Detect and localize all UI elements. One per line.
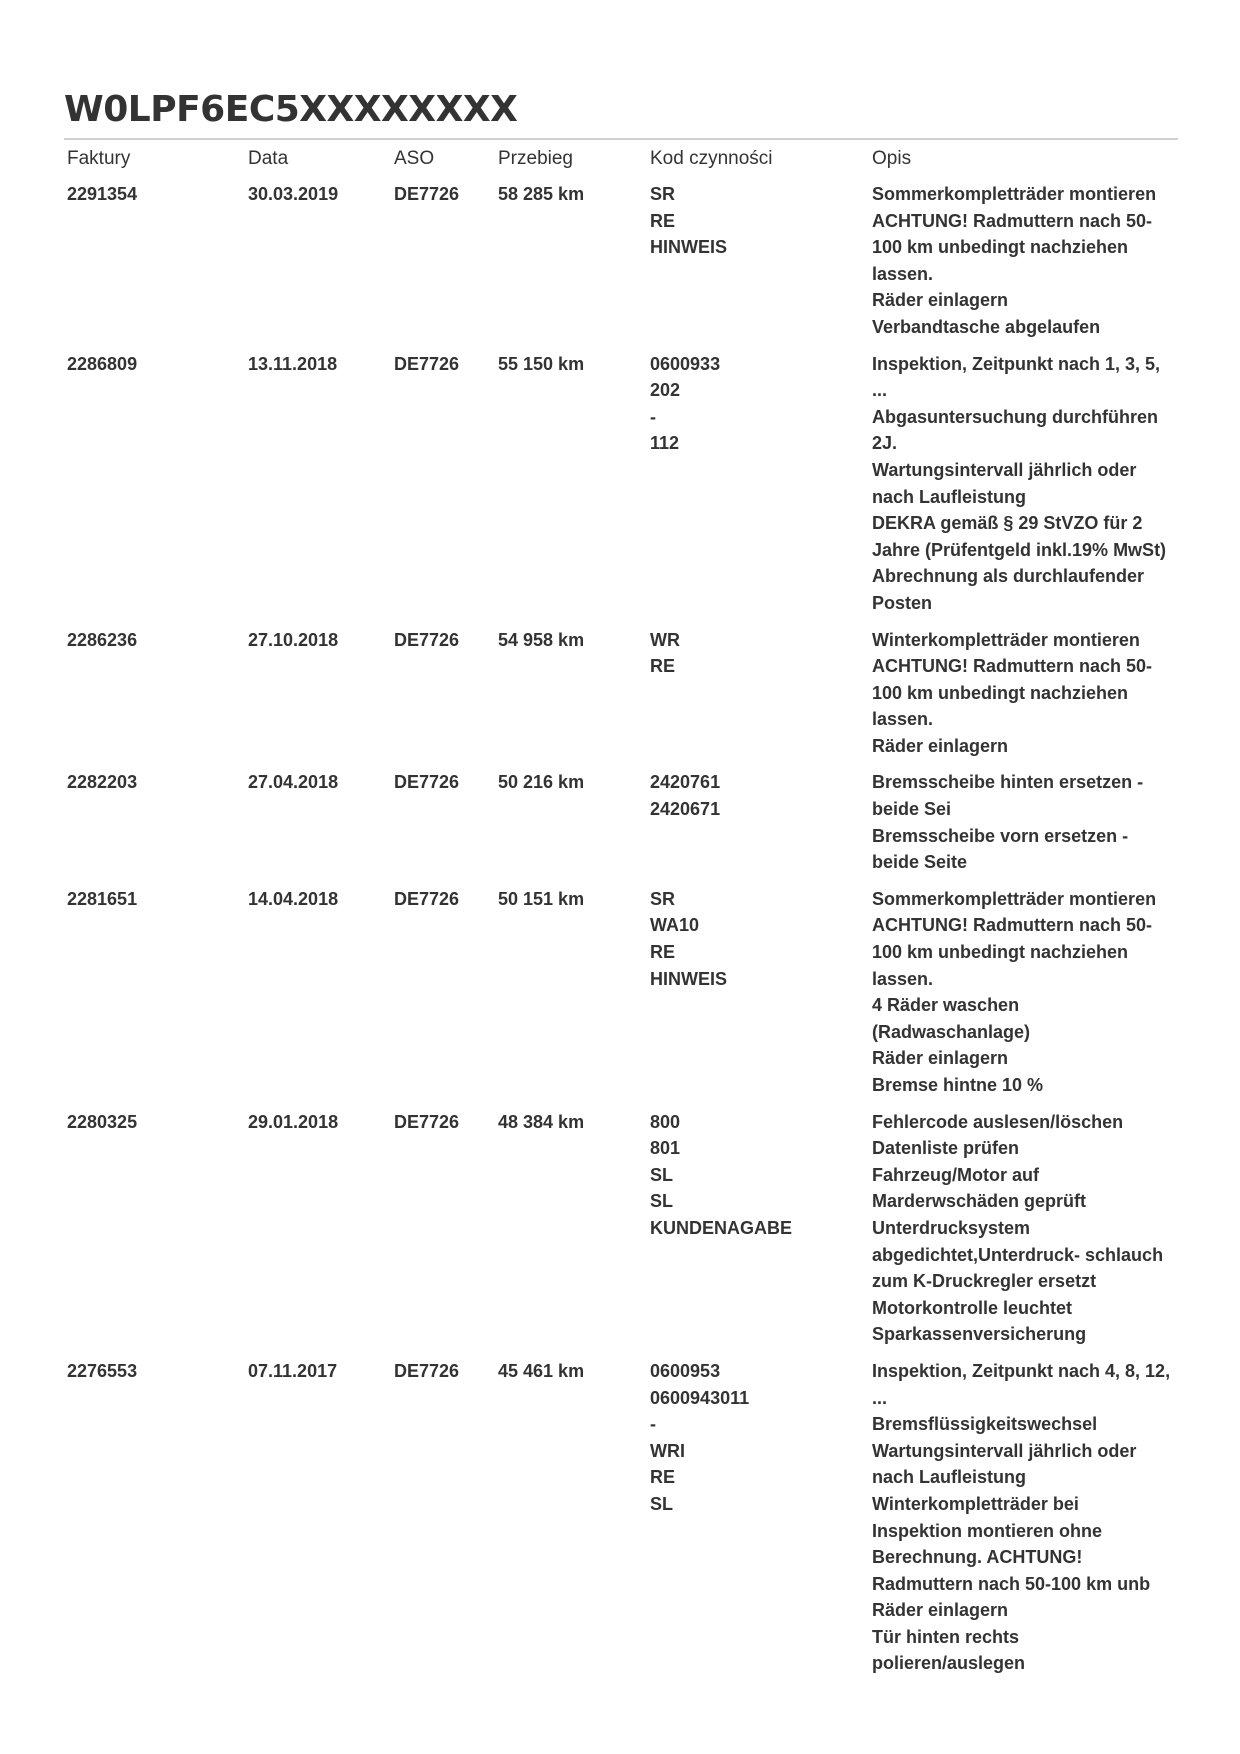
description-line: Sparkassenversicherung	[872, 1324, 1087, 1345]
operation-code: SL	[650, 1164, 674, 1185]
description-line: Posten	[872, 592, 933, 613]
operation-codes-cell	[647, 1353, 869, 1682]
description-line: ACHTUNG! Radmuttern nach 50-	[872, 656, 1153, 677]
description-line: Jahre (Prüfentgeld inkl.19% MwSt)	[872, 539, 1167, 560]
operation-code: 2420671	[650, 799, 721, 820]
description-line: beide Sei	[872, 799, 952, 820]
operation-code: 2420761	[650, 772, 721, 793]
description-cell	[869, 764, 1178, 880]
description-line: Räder einlagern	[872, 290, 1009, 311]
description-line: Räder einlagern	[872, 1600, 1009, 1621]
table-row	[64, 622, 1178, 765]
description-line: zum K-Druckregler ersetzt	[872, 1271, 1097, 1292]
date-cell: 30.03.2019	[248, 184, 339, 204]
description-line: Inspektion, Zeitpunkt nach 1, 3, 5,	[872, 353, 1161, 374]
description-line: 100 km unbedingt nachziehen	[872, 942, 1129, 963]
description-cell	[869, 881, 1178, 1104]
date-cell: 29.01.2018	[248, 1111, 339, 1132]
description-line: Bremse hintne 10 %	[872, 1075, 1044, 1095]
header-code: Kod czynności	[650, 148, 773, 169]
description-line: polieren/auslegen	[872, 1653, 1026, 1674]
description-line: Bremsscheibe hinten ersetzen -	[872, 772, 1144, 793]
description-line: Motorkontrolle leuchtet	[872, 1297, 1073, 1318]
invoice-number-cell: 2276553	[67, 1360, 138, 1381]
description-line: Radmuttern nach 50-100 km unb	[872, 1573, 1151, 1594]
operation-code: 0600953	[650, 1360, 721, 1381]
service-history-table	[64, 140, 1178, 1682]
description-line: Winterkompletträder montieren	[872, 629, 1140, 650]
operation-code: 800	[650, 1111, 681, 1132]
table-row	[64, 881, 1178, 1104]
header-mileage: Przebieg	[498, 148, 573, 169]
description-line: Sommerkompletträder montieren	[872, 184, 1157, 204]
date-cell: 27.10.2018	[248, 629, 339, 650]
aso-cell: DE7726	[394, 184, 460, 204]
operation-codes-cell	[647, 346, 869, 622]
aso-cell: DE7726	[394, 772, 460, 793]
operation-codes-cell	[647, 176, 869, 346]
description-line: ACHTUNG! Radmuttern nach 50-	[872, 915, 1153, 936]
description-line: Wartungsintervall jährlich oder	[872, 1440, 1137, 1461]
description-cell	[869, 346, 1178, 622]
description-line: Tür hinten rechts	[872, 1626, 1020, 1647]
description-line: Inspektion, Zeitpunkt nach 4, 8, 12,	[872, 1360, 1171, 1381]
aso-cell: DE7726	[394, 1111, 460, 1132]
aso-cell: DE7726	[394, 353, 460, 374]
operation-code: SR	[650, 888, 676, 909]
operation-code: WR	[650, 629, 680, 650]
description-line: Abgasuntersuchung durchführen	[872, 406, 1159, 427]
header-date: Data	[248, 148, 289, 169]
operation-code: -	[650, 1414, 656, 1435]
mileage-cell: 50 151 km	[498, 888, 585, 909]
date-cell: 14.04.2018	[248, 888, 339, 909]
mileage-cell: 58 285 km	[498, 184, 585, 204]
description-line: Bremsscheibe vorn ersetzen -	[872, 825, 1129, 846]
description-line: Abrechnung als durchlaufender	[872, 566, 1145, 587]
description-line: Verbandtasche abgelaufen	[872, 316, 1101, 337]
description-line: nach Laufleistung	[872, 1467, 1027, 1488]
description-line: 100 km unbedingt nachziehen	[872, 237, 1129, 258]
operation-code: KUNDENAGABE	[650, 1217, 793, 1238]
invoice-number-cell: 2291354	[67, 184, 138, 204]
description-line: lassen.	[872, 709, 934, 730]
invoice-number-cell: 2286809	[67, 353, 138, 374]
description-line: Winterkompletträder bei	[872, 1493, 1079, 1514]
operation-code: SL	[650, 1493, 674, 1514]
date-cell: 07.11.2017	[248, 1360, 338, 1381]
description-line: nach Laufleistung	[872, 486, 1027, 507]
operation-code: RE	[650, 210, 676, 231]
description-line: 4 Räder waschen	[872, 995, 1020, 1016]
operation-code: RE	[650, 656, 676, 677]
description-line: ACHTUNG! Radmuttern nach 50-	[872, 210, 1153, 231]
operation-code: SR	[650, 184, 676, 204]
description-line: 100 km unbedingt nachziehen	[872, 682, 1129, 703]
description-line: abgedichtet,Unterdruck- schlauch	[872, 1244, 1164, 1265]
description-line: ...	[872, 1387, 888, 1408]
aso-cell: DE7726	[394, 888, 460, 909]
operation-codes-cell	[647, 622, 869, 765]
description-line: DEKRA gemäß § 29 StVZO für 2	[872, 513, 1143, 534]
invoice-number-cell: 2280325	[67, 1111, 138, 1132]
mileage-cell: 55 150 km	[498, 353, 585, 374]
operation-code: RE	[650, 1467, 676, 1488]
document-page	[64, 86, 1178, 1682]
table-row	[64, 1104, 1178, 1353]
description-cell	[869, 1353, 1178, 1682]
mileage-cell: 45 461 km	[498, 1360, 585, 1381]
description-line: Datenliste prüfen	[872, 1138, 1020, 1159]
date-cell: 27.04.2018	[248, 772, 339, 793]
table-header-row	[64, 140, 1178, 176]
description-line: Unterdrucksystem	[872, 1217, 1031, 1238]
mileage-cell: 50 216 km	[498, 772, 585, 793]
operation-code: 202	[650, 380, 681, 401]
invoice-number-cell: 2281651	[67, 888, 138, 909]
operation-code: HINWEIS	[650, 968, 728, 989]
header-invoice: Faktury	[67, 148, 131, 169]
table-body	[64, 176, 1178, 1682]
description-line: Wartungsintervall jährlich oder	[872, 459, 1137, 480]
description-line: Fahrzeug/Motor auf	[872, 1164, 1039, 1185]
description-line: Inspektion montieren ohne	[872, 1520, 1103, 1541]
operation-code: HINWEIS	[650, 237, 728, 258]
invoice-number-cell: 2282203	[67, 772, 138, 793]
description-line: (Radwaschanlage)	[872, 1021, 1031, 1042]
description-cell	[869, 1104, 1178, 1353]
operation-code: WRI	[650, 1440, 685, 1461]
description-cell	[869, 176, 1178, 346]
aso-cell: DE7726	[394, 1360, 460, 1381]
operation-code: 112	[650, 433, 680, 454]
operation-code: -	[650, 406, 656, 427]
description-line: Fehlercode auslesen/löschen	[872, 1111, 1124, 1132]
description-line: Räder einlagern	[872, 1048, 1009, 1069]
aso-cell: DE7726	[394, 629, 460, 650]
mileage-cell: 54 958 km	[498, 629, 585, 650]
description-line: lassen.	[872, 968, 934, 989]
operation-codes-cell	[647, 1104, 869, 1353]
operation-code: RE	[650, 942, 676, 963]
description-line: 2J.	[872, 433, 898, 454]
operation-codes-cell	[647, 881, 869, 1104]
description-line: Marderwschäden geprüft	[872, 1191, 1087, 1212]
description-line: Räder einlagern	[872, 735, 1009, 756]
description-line: Bremsflüssigkeitswechsel	[872, 1414, 1098, 1435]
table-row	[64, 346, 1178, 622]
invoice-number-cell: 2286236	[67, 629, 138, 650]
description-line: beide Seite	[872, 852, 968, 873]
vin-title: W0LPF6EC5XXXXXXXX	[64, 89, 518, 130]
description-line: ...	[872, 380, 888, 401]
header-aso: ASO	[394, 148, 435, 169]
table-row	[64, 176, 1178, 346]
description-line: Sommerkompletträder montieren	[872, 888, 1157, 909]
mileage-cell: 48 384 km	[498, 1111, 585, 1132]
operation-codes-cell	[647, 764, 869, 880]
operation-code: 801	[650, 1138, 681, 1159]
description-line: Berechnung. ACHTUNG!	[872, 1547, 1083, 1568]
description-cell	[869, 622, 1178, 765]
table-row	[64, 1353, 1178, 1682]
operation-code: WA10	[650, 915, 700, 936]
operation-code: 0600933	[650, 353, 721, 374]
table-row	[64, 764, 1178, 880]
header-description: Opis	[872, 148, 912, 169]
description-line: lassen.	[872, 263, 934, 284]
operation-code: 0600943011	[650, 1387, 750, 1408]
date-cell: 13.11.2018	[248, 353, 338, 374]
operation-code: SL	[650, 1191, 674, 1212]
